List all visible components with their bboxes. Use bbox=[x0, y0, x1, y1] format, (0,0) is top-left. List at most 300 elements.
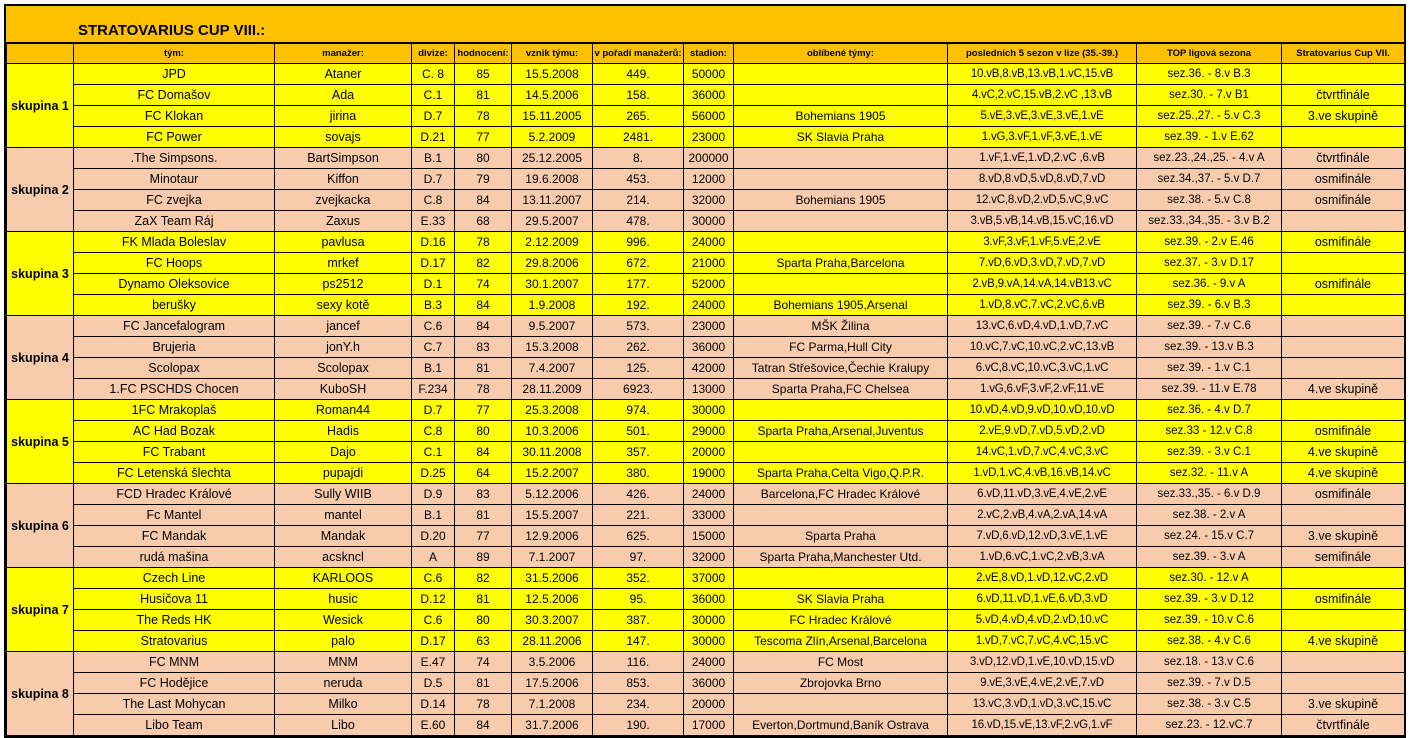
header-previous-cup: Stratovarius Cup VII. bbox=[1282, 44, 1405, 64]
table-row bbox=[7, 337, 1405, 358]
top-league-season: sez.39. - 7.v C.6 bbox=[1137, 316, 1282, 337]
founded-date: 7.1.2008 bbox=[512, 694, 593, 715]
header-row bbox=[7, 44, 1405, 64]
manager-rank: 262. bbox=[593, 337, 684, 358]
stadium-capacity: 24000 bbox=[684, 295, 734, 316]
division: C.6 bbox=[412, 610, 455, 631]
table-row bbox=[7, 568, 1405, 589]
manager-name: acskncl bbox=[275, 547, 412, 568]
manager-rank: 853. bbox=[593, 673, 684, 694]
founded-date: 25.3.2008 bbox=[512, 400, 593, 421]
founded-date: 19.6.2008 bbox=[512, 169, 593, 190]
team-name: Husičova 11 bbox=[74, 589, 275, 610]
favorite-teams: Bohemians 1905 bbox=[734, 190, 948, 211]
table-row bbox=[7, 547, 1405, 568]
manager-rank: 449. bbox=[593, 64, 684, 85]
previous-cup-result: osmifinále bbox=[1282, 232, 1405, 253]
favorite-teams: Tescoma Zlín,Arsenal,Barcelona bbox=[734, 631, 948, 652]
top-league-season: sez.39. - 3.v C.1 bbox=[1137, 442, 1282, 463]
manager-rank: 95. bbox=[593, 589, 684, 610]
team-name: rudá mašina bbox=[74, 547, 275, 568]
previous-cup-result bbox=[1282, 568, 1405, 589]
stadium-capacity: 50000 bbox=[684, 64, 734, 85]
rating: 83 bbox=[455, 337, 512, 358]
rating: 74 bbox=[455, 652, 512, 673]
team-name: FC Hodějice bbox=[74, 673, 275, 694]
previous-cup-result bbox=[1282, 295, 1405, 316]
team-name: Minotaur bbox=[74, 169, 275, 190]
team-name: Brujeria bbox=[74, 337, 275, 358]
table-row bbox=[7, 64, 1405, 85]
header-last-five-seasons: posledních 5 sezon v lize (35.-39.) bbox=[948, 44, 1137, 64]
last-five-seasons: 1.vD,7.vC,7.vC,4.vC,15.vC bbox=[948, 631, 1137, 652]
founded-date: 30.11.2008 bbox=[512, 442, 593, 463]
favorite-teams: Sparta Praha,FC Chelsea bbox=[734, 379, 948, 400]
manager-rank: 147. bbox=[593, 631, 684, 652]
manager-name: Zaxus bbox=[275, 211, 412, 232]
manager-rank: 996. bbox=[593, 232, 684, 253]
division: D.17 bbox=[412, 631, 455, 652]
previous-cup-result: 3.ve skupině bbox=[1282, 106, 1405, 127]
division: C.1 bbox=[412, 85, 455, 106]
group-label: skupina 2 bbox=[7, 148, 74, 232]
top-league-season: sez.39. - 3.v A bbox=[1137, 547, 1282, 568]
stadium-capacity: 200000 bbox=[684, 148, 734, 169]
favorite-teams bbox=[734, 568, 948, 589]
last-five-seasons: 7.vD,6.vD,12.vD,3.vE,1.vE bbox=[948, 526, 1137, 547]
table-row bbox=[7, 169, 1405, 190]
team-name: Fc Mantel bbox=[74, 505, 275, 526]
division: C.6 bbox=[412, 568, 455, 589]
favorite-teams: FC Parma,Hull City bbox=[734, 337, 948, 358]
table-row bbox=[7, 85, 1405, 106]
table-row bbox=[7, 190, 1405, 211]
last-five-seasons: 2.vE,8.vD,1.vD,12.vC,2.vD bbox=[948, 568, 1137, 589]
top-league-season: sez.30. - 7.v B1 bbox=[1137, 85, 1282, 106]
stadium-capacity: 32000 bbox=[684, 547, 734, 568]
last-five-seasons: 10.vD,4.vD,9.vD,10.vD,10.vD bbox=[948, 400, 1137, 421]
division: D.12 bbox=[412, 589, 455, 610]
manager-name: Wesick bbox=[275, 610, 412, 631]
division: D.1 bbox=[412, 274, 455, 295]
header-stadium: stadion: bbox=[684, 44, 734, 64]
manager-rank: 387. bbox=[593, 610, 684, 631]
manager-name: Ada bbox=[275, 85, 412, 106]
top-league-season: sez.23. - 12.vC.7 bbox=[1137, 715, 1282, 736]
last-five-seasons: 1.vD,6.vC,1.vC,2.vB,3.vA bbox=[948, 547, 1137, 568]
favorite-teams bbox=[734, 148, 948, 169]
manager-name: mrkef bbox=[275, 253, 412, 274]
rating: 84 bbox=[455, 190, 512, 211]
manager-name: Dajo bbox=[275, 442, 412, 463]
previous-cup-result bbox=[1282, 610, 1405, 631]
previous-cup-result bbox=[1282, 211, 1405, 232]
table-row bbox=[7, 610, 1405, 631]
table-row bbox=[7, 631, 1405, 652]
top-league-season: sez.34.,37. - 5.v D.7 bbox=[1137, 169, 1282, 190]
previous-cup-result: osmifinále bbox=[1282, 421, 1405, 442]
rating: 84 bbox=[455, 316, 512, 337]
stadium-capacity: 30000 bbox=[684, 211, 734, 232]
rating: 81 bbox=[455, 589, 512, 610]
manager-name: Hadis bbox=[275, 421, 412, 442]
favorite-teams: Barcelona,FC Hradec Králové bbox=[734, 484, 948, 505]
manager-name: jirina bbox=[275, 106, 412, 127]
header-rating: hodnocení: bbox=[455, 44, 512, 64]
team-name: FC Mandak bbox=[74, 526, 275, 547]
top-league-season: sez.39. - 11.v E.78 bbox=[1137, 379, 1282, 400]
previous-cup-result bbox=[1282, 673, 1405, 694]
manager-name: Milko bbox=[275, 694, 412, 715]
rating: 84 bbox=[455, 715, 512, 736]
stadium-capacity: 15000 bbox=[684, 526, 734, 547]
top-league-season: sez.38. - 4.v C.6 bbox=[1137, 631, 1282, 652]
rating: 74 bbox=[455, 274, 512, 295]
division: C.1 bbox=[412, 442, 455, 463]
founded-date: 28.11.2006 bbox=[512, 631, 593, 652]
division: D.20 bbox=[412, 526, 455, 547]
top-league-season: sez.39. - 6.v B.3 bbox=[1137, 295, 1282, 316]
team-name: ZaX Team Ráj bbox=[74, 211, 275, 232]
favorite-teams: Sparta Praha bbox=[734, 526, 948, 547]
favorite-teams: Tatran Střešovice,Čechie Kralupy bbox=[734, 358, 948, 379]
division: B.1 bbox=[412, 148, 455, 169]
division: A bbox=[412, 547, 455, 568]
stadium-capacity: 29000 bbox=[684, 421, 734, 442]
team-name: Stratovarius bbox=[74, 631, 275, 652]
team-name: FK Mlada Boleslav bbox=[74, 232, 275, 253]
rating: 78 bbox=[455, 232, 512, 253]
table-row bbox=[7, 253, 1405, 274]
founded-date: 7.1.2007 bbox=[512, 547, 593, 568]
manager-rank: 265. bbox=[593, 106, 684, 127]
top-league-season: sez.32. - 11.v A bbox=[1137, 463, 1282, 484]
header-manager: manažer: bbox=[275, 44, 412, 64]
founded-date: 5.2.2009 bbox=[512, 127, 593, 148]
top-league-season: sez.39. - 13.v B.3 bbox=[1137, 337, 1282, 358]
last-five-seasons: 3.vF,3.vF,1.vF,5.vE,2.vE bbox=[948, 232, 1137, 253]
top-league-season: sez.30. - 12.v A bbox=[1137, 568, 1282, 589]
rating: 80 bbox=[455, 421, 512, 442]
team-name: 1.FC PSCHDS Chocen bbox=[74, 379, 275, 400]
founded-date: 28.11.2009 bbox=[512, 379, 593, 400]
previous-cup-result bbox=[1282, 64, 1405, 85]
founded-date: 7.4.2007 bbox=[512, 358, 593, 379]
favorite-teams bbox=[734, 442, 948, 463]
team-name: FC Trabant bbox=[74, 442, 275, 463]
rating: 85 bbox=[455, 64, 512, 85]
rating: 89 bbox=[455, 547, 512, 568]
top-league-season: sez.24. - 15.v C.7 bbox=[1137, 526, 1282, 547]
header-favorite-teams: oblíbené týmy: bbox=[734, 44, 948, 64]
header-division: divize: bbox=[412, 44, 455, 64]
team-name: Czech Line bbox=[74, 568, 275, 589]
favorite-teams: FC Most bbox=[734, 652, 948, 673]
previous-cup-result: semifinále bbox=[1282, 547, 1405, 568]
division: E.47 bbox=[412, 652, 455, 673]
table-row bbox=[7, 694, 1405, 715]
rating: 81 bbox=[455, 505, 512, 526]
previous-cup-result: 3.ve skupině bbox=[1282, 694, 1405, 715]
division: D.7 bbox=[412, 106, 455, 127]
division: D.5 bbox=[412, 673, 455, 694]
table-row bbox=[7, 274, 1405, 295]
last-five-seasons: 3.vB,5.vB,14.vB,15.vC,16.vD bbox=[948, 211, 1137, 232]
favorite-teams: Zbrojovka Brno bbox=[734, 673, 948, 694]
team-name: FC zvejka bbox=[74, 190, 275, 211]
manager-name: pavlusa bbox=[275, 232, 412, 253]
founded-date: 2.12.2009 bbox=[512, 232, 593, 253]
manager-name: ps2512 bbox=[275, 274, 412, 295]
manager-name: KuboSH bbox=[275, 379, 412, 400]
favorite-teams: SK Slavia Praha bbox=[734, 127, 948, 148]
last-five-seasons: 10.vC,7.vC,10.vC,2.vC,13.vB bbox=[948, 337, 1137, 358]
manager-rank: 234. bbox=[593, 694, 684, 715]
manager-name: Mandak bbox=[275, 526, 412, 547]
top-league-season: sez.39. - 3.v D.12 bbox=[1137, 589, 1282, 610]
header-manager-rank: v pořadí manažerů: bbox=[593, 44, 684, 64]
previous-cup-result: čtvrtfinále bbox=[1282, 715, 1405, 736]
team-name: FC Letenská šlechta bbox=[74, 463, 275, 484]
manager-name: Roman44 bbox=[275, 400, 412, 421]
manager-rank: 357. bbox=[593, 442, 684, 463]
top-league-season: sez.38. - 5.v C.8 bbox=[1137, 190, 1282, 211]
favorite-teams: Sparta Praha,Barcelona bbox=[734, 253, 948, 274]
top-league-season: sez.38. - 2.v A bbox=[1137, 505, 1282, 526]
founded-date: 15.5.2007 bbox=[512, 505, 593, 526]
table-row bbox=[7, 148, 1405, 169]
stadium-capacity: 36000 bbox=[684, 589, 734, 610]
manager-rank: 974. bbox=[593, 400, 684, 421]
last-five-seasons: 3.vD,12.vD,1.vE,10.vD,15.vD bbox=[948, 652, 1137, 673]
founded-date: 10.3.2006 bbox=[512, 421, 593, 442]
team-name: AC Had Bozak bbox=[74, 421, 275, 442]
header-founded: vznik týmu: bbox=[512, 44, 593, 64]
previous-cup-result bbox=[1282, 127, 1405, 148]
previous-cup-result bbox=[1282, 652, 1405, 673]
group-label: skupina 5 bbox=[7, 400, 74, 484]
top-league-season: sez.23.,24.,25. - 4.v A bbox=[1137, 148, 1282, 169]
last-five-seasons: 2.vC,2.vB,4.vA,2.vA,14.vA bbox=[948, 505, 1137, 526]
previous-cup-result bbox=[1282, 505, 1405, 526]
top-league-season: sez.25.,27. - 5.v C.3 bbox=[1137, 106, 1282, 127]
header-top-league-season: TOP ligová sezona bbox=[1137, 44, 1282, 64]
division: D.17 bbox=[412, 253, 455, 274]
last-five-seasons: 10.vB,8.vB,13.vB,1.vC,15.vB bbox=[948, 64, 1137, 85]
last-five-seasons: 12.vC,8.vD,2.vD,5.vC,9.vC bbox=[948, 190, 1137, 211]
previous-cup-result: 4.ve skupině bbox=[1282, 442, 1405, 463]
founded-date: 15.2.2007 bbox=[512, 463, 593, 484]
division: B.3 bbox=[412, 295, 455, 316]
previous-cup-result: 3.ve skupině bbox=[1282, 526, 1405, 547]
manager-name: pupajdi bbox=[275, 463, 412, 484]
manager-rank: 158. bbox=[593, 85, 684, 106]
top-league-season: sez.39. - 1.v C.1 bbox=[1137, 358, 1282, 379]
division: C.6 bbox=[412, 316, 455, 337]
table-row bbox=[7, 379, 1405, 400]
favorite-teams bbox=[734, 169, 948, 190]
favorite-teams: Bohemians 1905 bbox=[734, 106, 948, 127]
stadium-capacity: 24000 bbox=[684, 652, 734, 673]
table-row bbox=[7, 232, 1405, 253]
founded-date: 29.8.2006 bbox=[512, 253, 593, 274]
favorite-teams bbox=[734, 400, 948, 421]
header-corner bbox=[7, 44, 74, 64]
last-five-seasons: 6.vC,8.vC,10.vC,3.vC,1.vC bbox=[948, 358, 1137, 379]
stadium-capacity: 20000 bbox=[684, 694, 734, 715]
previous-cup-result: osmifinále bbox=[1282, 274, 1405, 295]
last-five-seasons: 5.vE,3.vE,3.vE,3.vE,1.vE bbox=[948, 106, 1137, 127]
favorite-teams bbox=[734, 64, 948, 85]
stadium-capacity: 24000 bbox=[684, 484, 734, 505]
stadium-capacity: 56000 bbox=[684, 106, 734, 127]
rating: 78 bbox=[455, 379, 512, 400]
stadium-capacity: 36000 bbox=[684, 673, 734, 694]
rating: 83 bbox=[455, 484, 512, 505]
founded-date: 30.1.2007 bbox=[512, 274, 593, 295]
favorite-teams bbox=[734, 274, 948, 295]
manager-rank: 352. bbox=[593, 568, 684, 589]
previous-cup-result bbox=[1282, 316, 1405, 337]
division: F.234 bbox=[412, 379, 455, 400]
manager-name: Scolopax bbox=[275, 358, 412, 379]
sheet-title: STRATOVARIUS CUP VIII.: bbox=[78, 22, 266, 39]
team-name: FC Klokan bbox=[74, 106, 275, 127]
previous-cup-result: 4.ve skupině bbox=[1282, 631, 1405, 652]
manager-rank: 672. bbox=[593, 253, 684, 274]
last-five-seasons: 1.vD,8.vC,7.vC,2.vC,6.vB bbox=[948, 295, 1137, 316]
manager-rank: 478. bbox=[593, 211, 684, 232]
stadium-capacity: 17000 bbox=[684, 715, 734, 736]
favorite-teams bbox=[734, 232, 948, 253]
stadium-capacity: 37000 bbox=[684, 568, 734, 589]
founded-date: 13.11.2007 bbox=[512, 190, 593, 211]
founded-date: 31.7.2006 bbox=[512, 715, 593, 736]
rating: 64 bbox=[455, 463, 512, 484]
group-label: skupina 6 bbox=[7, 484, 74, 568]
team-name: FCD Hradec Králové bbox=[74, 484, 275, 505]
manager-name: neruda bbox=[275, 673, 412, 694]
previous-cup-result: osmifinále bbox=[1282, 190, 1405, 211]
team-name: FC Hoops bbox=[74, 253, 275, 274]
manager-name: husic bbox=[275, 589, 412, 610]
division: C.8 bbox=[412, 421, 455, 442]
top-league-season: sez.18. - 13.v C.6 bbox=[1137, 652, 1282, 673]
last-five-seasons: 1.vG,3.vF,1.vF,3.vE,1.vE bbox=[948, 127, 1137, 148]
manager-rank: 501. bbox=[593, 421, 684, 442]
manager-rank: 177. bbox=[593, 274, 684, 295]
manager-name: sexy kotě bbox=[275, 295, 412, 316]
rating: 63 bbox=[455, 631, 512, 652]
founded-date: 14.5.2006 bbox=[512, 85, 593, 106]
stadium-capacity: 12000 bbox=[684, 169, 734, 190]
manager-name: Kiffon bbox=[275, 169, 412, 190]
favorite-teams: Sparta Praha,Manchester Utd. bbox=[734, 547, 948, 568]
stadium-capacity: 42000 bbox=[684, 358, 734, 379]
favorite-teams: Everton,Dortmund,Baník Ostrava bbox=[734, 715, 948, 736]
previous-cup-result bbox=[1282, 400, 1405, 421]
division: D.9 bbox=[412, 484, 455, 505]
team-name: The Reds HK bbox=[74, 610, 275, 631]
founded-date: 15.11.2005 bbox=[512, 106, 593, 127]
last-five-seasons: 1.vG,6.vF,3.vF,2.vF,11.vE bbox=[948, 379, 1137, 400]
stadium-capacity: 30000 bbox=[684, 610, 734, 631]
manager-rank: 2481. bbox=[593, 127, 684, 148]
last-five-seasons: 14.vC,1.vD,7.vC,4.vC,3.vC bbox=[948, 442, 1137, 463]
top-league-season: sez.38. - 3.v C.5 bbox=[1137, 694, 1282, 715]
previous-cup-result: osmifinále bbox=[1282, 589, 1405, 610]
favorite-teams: Sparta Praha,Arsenal,Juventus bbox=[734, 421, 948, 442]
last-five-seasons: 5.vD,4.vD,4.vD,2.vD,10.vC bbox=[948, 610, 1137, 631]
favorite-teams bbox=[734, 211, 948, 232]
table-row bbox=[7, 358, 1405, 379]
team-name: berušky bbox=[74, 295, 275, 316]
last-five-seasons: 13.vC,6.vD,4.vD,1.vD,7.vC bbox=[948, 316, 1137, 337]
stadium-capacity: 21000 bbox=[684, 253, 734, 274]
stadium-capacity: 52000 bbox=[684, 274, 734, 295]
stadium-capacity: 23000 bbox=[684, 316, 734, 337]
top-league-season: sez.33.,34.,35. - 3.v B.2 bbox=[1137, 211, 1282, 232]
rating: 82 bbox=[455, 568, 512, 589]
title-bar bbox=[6, 6, 1404, 43]
table-row bbox=[7, 484, 1405, 505]
table-row bbox=[7, 505, 1405, 526]
division: B.1 bbox=[412, 358, 455, 379]
division: E.60 bbox=[412, 715, 455, 736]
division: D.25 bbox=[412, 463, 455, 484]
manager-rank: 125. bbox=[593, 358, 684, 379]
rating: 84 bbox=[455, 295, 512, 316]
division: E.33 bbox=[412, 211, 455, 232]
previous-cup-result: čtvrtfinále bbox=[1282, 148, 1405, 169]
founded-date: 12.5.2006 bbox=[512, 589, 593, 610]
stadium-capacity: 36000 bbox=[684, 337, 734, 358]
favorite-teams: Sparta Praha,Celta Vigo,Q.P.R. bbox=[734, 463, 948, 484]
favorite-teams: SK Slavia Praha bbox=[734, 589, 948, 610]
previous-cup-result: osmifinále bbox=[1282, 484, 1405, 505]
manager-rank: 8. bbox=[593, 148, 684, 169]
last-five-seasons: 8.vD,8.vD,5.vD,8.vD,7.vD bbox=[948, 169, 1137, 190]
manager-rank: 426. bbox=[593, 484, 684, 505]
stadium-capacity: 24000 bbox=[684, 232, 734, 253]
previous-cup-result bbox=[1282, 253, 1405, 274]
previous-cup-result: 4.ve skupině bbox=[1282, 379, 1405, 400]
manager-rank: 97. bbox=[593, 547, 684, 568]
stadium-capacity: 20000 bbox=[684, 442, 734, 463]
founded-date: 3.5.2006 bbox=[512, 652, 593, 673]
top-league-season: sez.39. - 1.v E.62 bbox=[1137, 127, 1282, 148]
manager-name: zvejkacka bbox=[275, 190, 412, 211]
last-five-seasons: 16.vD,15.vE,13.vF,2.vG,1.vF bbox=[948, 715, 1137, 736]
previous-cup-result: osmifinále bbox=[1282, 169, 1405, 190]
team-name: FC Domašov bbox=[74, 85, 275, 106]
manager-rank: 380. bbox=[593, 463, 684, 484]
stadium-capacity: 33000 bbox=[684, 505, 734, 526]
team-name: .The Simpsons. bbox=[74, 148, 275, 169]
table-row bbox=[7, 421, 1405, 442]
team-name: FC MNM bbox=[74, 652, 275, 673]
manager-name: Ataner bbox=[275, 64, 412, 85]
table-row bbox=[7, 673, 1405, 694]
team-name: JPD bbox=[74, 64, 275, 85]
rating: 77 bbox=[455, 526, 512, 547]
founded-date: 17.5.2006 bbox=[512, 673, 593, 694]
division: B.1 bbox=[412, 505, 455, 526]
last-five-seasons: 9.vE,3.vE,4.vE,2.vE,7.vD bbox=[948, 673, 1137, 694]
last-five-seasons: 4.vC,2.vC,15.vB,2.vC ,13.vB bbox=[948, 85, 1137, 106]
rating: 81 bbox=[455, 358, 512, 379]
founded-date: 31.5.2006 bbox=[512, 568, 593, 589]
